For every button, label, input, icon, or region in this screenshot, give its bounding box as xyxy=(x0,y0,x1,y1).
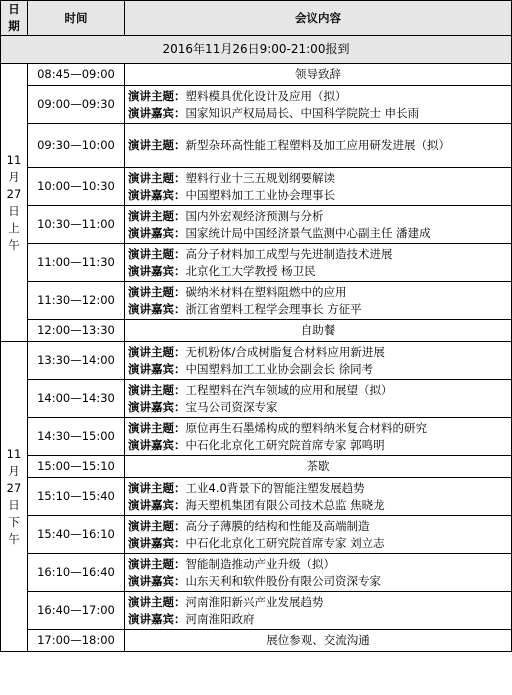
topic-label: 演讲主题： xyxy=(128,556,186,571)
topic-text: 原位再生石墨烯构成的塑料纳米复合材料的研究 xyxy=(185,420,427,435)
time-cell: 11:00—11:30 xyxy=(28,244,125,282)
topic-text: 新型杂环高性能工程塑料及加工应用研发进展（拟） xyxy=(185,138,450,152)
topic-text: 国内外宏观经济预测与分析 xyxy=(185,208,324,223)
content-cell xyxy=(125,168,512,206)
topic-text: 塑料模具优化设计及应用（拟） xyxy=(185,88,347,103)
topic-label: 演讲主题： xyxy=(128,382,186,397)
day-char: 11 xyxy=(6,152,22,167)
schedule-row xyxy=(1,244,512,282)
topic-text: 高分子材料加工成型与先进制造技术进展 xyxy=(185,246,393,261)
time-cell: 16:10—16:40 xyxy=(28,554,125,592)
day-char: 下 xyxy=(8,514,20,529)
registration-row xyxy=(1,36,512,64)
time-cell: 13:30—14:00 xyxy=(28,342,125,380)
topic-line xyxy=(128,382,508,399)
topic-line xyxy=(128,208,508,225)
schedule-body xyxy=(1,36,512,652)
topic-line xyxy=(128,556,508,573)
time-cell: 09:30—10:00 xyxy=(28,124,125,168)
content-cell: 茶歇 xyxy=(125,456,512,478)
day-char: 27 xyxy=(6,480,22,495)
speaker-line xyxy=(128,225,508,242)
header-row xyxy=(1,1,512,36)
schedule-row xyxy=(1,124,512,168)
day-char: 日 xyxy=(8,203,20,218)
registration-text: 2016年11月26日9:00-21:00报到 xyxy=(1,36,512,64)
schedule-row xyxy=(1,64,512,86)
topic-line xyxy=(128,284,508,301)
schedule-row xyxy=(1,418,512,456)
schedule-row xyxy=(1,380,512,418)
speaker-line xyxy=(128,437,508,454)
topic-label: 演讲主题： xyxy=(128,344,186,359)
topic-label: 演讲主题： xyxy=(128,170,186,185)
topic-text: 工业4.0背景下的智能注塑发展趋势 xyxy=(185,480,365,495)
speaker-text: 中国塑料加工工业协会理事长 xyxy=(185,187,335,202)
afternoon-day-cell xyxy=(1,342,28,652)
schedule-row xyxy=(1,86,512,124)
topic-text: 工程塑料在汽车领域的应用和展望（拟） xyxy=(185,382,393,397)
topic-line xyxy=(128,420,508,437)
speaker-label: 演讲嘉宾： xyxy=(128,497,186,512)
content-cell xyxy=(125,206,512,244)
content-cell xyxy=(125,592,512,630)
content-cell xyxy=(125,342,512,380)
speaker-line xyxy=(128,105,508,122)
schedule-row xyxy=(1,592,512,630)
schedule-row xyxy=(1,206,512,244)
schedule-row xyxy=(1,516,512,554)
morning-day-cell xyxy=(1,64,28,342)
content-cell xyxy=(125,244,512,282)
time-cell: 15:40—16:10 xyxy=(28,516,125,554)
topic-text: 无机粉体/合成树脂复合材料应用新进展 xyxy=(185,344,385,359)
header-time: 时间 xyxy=(28,1,125,36)
topic-line xyxy=(128,246,508,263)
speaker-text: 宝马公司资深专家 xyxy=(185,399,278,414)
speaker-text: 中国塑料加工工业协会副会长 徐同考 xyxy=(185,361,374,376)
content-cell xyxy=(125,380,512,418)
time-cell: 17:00—18:00 xyxy=(28,630,125,652)
speaker-line xyxy=(128,611,508,628)
schedule-row xyxy=(1,478,512,516)
speaker-text: 中石化北京化工研究院首席专家 刘立志 xyxy=(185,535,385,550)
speaker-line xyxy=(128,535,508,552)
speaker-line xyxy=(128,301,508,318)
speaker-line xyxy=(128,187,508,204)
time-cell: 15:00—15:10 xyxy=(28,456,125,478)
topic-text: 塑料行业十三五规划纲要解读 xyxy=(185,170,335,185)
speaker-line xyxy=(128,497,508,514)
topic-line xyxy=(128,344,508,361)
time-cell: 10:30—11:00 xyxy=(28,206,125,244)
speaker-label: 演讲嘉宾： xyxy=(128,105,186,120)
header-day: 日期 xyxy=(1,1,28,36)
day-char: 午 xyxy=(8,237,20,252)
speaker-label: 演讲嘉宾： xyxy=(128,187,186,202)
time-cell: 12:00—13:30 xyxy=(28,320,125,342)
speaker-label: 演讲嘉宾： xyxy=(128,535,186,550)
topic-text: 高分子薄膜的结构和性能及高端制造 xyxy=(185,518,370,533)
topic-label: 演讲主题： xyxy=(128,480,186,495)
schedule-row xyxy=(1,456,512,478)
content-cell xyxy=(125,86,512,124)
topic-line xyxy=(128,88,508,105)
content-cell xyxy=(125,418,512,456)
content-cell: 领导致辞 xyxy=(125,64,512,86)
schedule-row xyxy=(1,282,512,320)
time-cell: 10:00—10:30 xyxy=(28,168,125,206)
schedule-row xyxy=(1,342,512,380)
content-cell xyxy=(125,282,512,320)
topic-label: 演讲主题： xyxy=(128,594,186,609)
time-cell: 08:45—09:00 xyxy=(28,64,125,86)
topic-line xyxy=(128,480,508,497)
content-cell xyxy=(125,516,512,554)
topic-line xyxy=(128,594,508,611)
day-char: 11 xyxy=(6,446,22,461)
speaker-text: 中石化北京化工研究院首席专家 郭鸣明 xyxy=(185,437,385,452)
schedule-row xyxy=(1,320,512,342)
speaker-label: 演讲嘉宾： xyxy=(128,361,186,376)
speaker-text: 国家知识产权局局长、中国科学院院士 申长雨 xyxy=(185,105,420,120)
day-char: 月 xyxy=(8,463,20,478)
topic-label: 演讲主题： xyxy=(128,284,186,299)
topic-text: 碳纳米材料在塑料阻燃中的应用 xyxy=(185,284,347,299)
topic-line xyxy=(128,518,508,535)
content-cell xyxy=(125,124,512,168)
speaker-label: 演讲嘉宾： xyxy=(128,399,186,414)
topic-line xyxy=(128,137,508,154)
schedule-row xyxy=(1,554,512,592)
topic-text: 智能制造推动产业升级（拟） xyxy=(185,556,335,571)
topic-label: 演讲主题： xyxy=(128,420,186,435)
day-char: 上 xyxy=(8,220,20,235)
topic-label: 演讲主题： xyxy=(128,88,186,103)
time-cell: 11:30—12:00 xyxy=(28,282,125,320)
speaker-label: 演讲嘉宾： xyxy=(128,225,186,240)
speaker-text: 海天塑机集团有限公司技术总监 焦晓龙 xyxy=(185,497,385,512)
time-cell: 16:40—17:00 xyxy=(28,592,125,630)
topic-line xyxy=(128,170,508,187)
day-char: 月 xyxy=(8,169,20,184)
speaker-line xyxy=(128,263,508,280)
time-cell: 14:00—14:30 xyxy=(28,380,125,418)
speaker-line xyxy=(128,361,508,378)
speaker-label: 演讲嘉宾： xyxy=(128,573,186,588)
schedule-row xyxy=(1,630,512,652)
content-cell: 展位参观、交流沟通 xyxy=(125,630,512,652)
speaker-text: 山东天利和软件股份有限公司资深专家 xyxy=(185,573,381,588)
header-content: 会议内容 xyxy=(125,1,512,36)
topic-label: 演讲主题： xyxy=(128,138,186,152)
time-cell: 09:00—09:30 xyxy=(28,86,125,124)
topic-label: 演讲主题： xyxy=(128,518,186,533)
day-char: 27 xyxy=(6,186,22,201)
topic-label: 演讲主题： xyxy=(128,208,186,223)
time-cell: 15:10—15:40 xyxy=(28,478,125,516)
day-char: 午 xyxy=(8,531,20,546)
speaker-line xyxy=(128,399,508,416)
content-cell xyxy=(125,554,512,592)
topic-label: 演讲主题： xyxy=(128,246,186,261)
speaker-text: 北京化工大学教授 杨卫民 xyxy=(185,263,316,278)
speaker-label: 演讲嘉宾： xyxy=(128,263,186,278)
day-char: 日 xyxy=(8,497,20,512)
speaker-text: 河南淮阳政府 xyxy=(185,611,255,626)
content-cell xyxy=(125,478,512,516)
topic-text: 河南淮阳新兴产业发展趋势 xyxy=(185,594,324,609)
speaker-text: 国家统计局中国经济景气监测中心副主任 潘建成 xyxy=(185,225,431,240)
speaker-label: 演讲嘉宾： xyxy=(128,611,186,626)
content-cell: 自助餐 xyxy=(125,320,512,342)
speaker-label: 演讲嘉宾： xyxy=(128,437,186,452)
speaker-text: 浙江省塑料工程学会理事长 方征平 xyxy=(185,301,362,316)
time-cell: 14:30—15:00 xyxy=(28,418,125,456)
speaker-label: 演讲嘉宾： xyxy=(128,301,186,316)
speaker-line xyxy=(128,573,508,590)
schedule-row xyxy=(1,168,512,206)
